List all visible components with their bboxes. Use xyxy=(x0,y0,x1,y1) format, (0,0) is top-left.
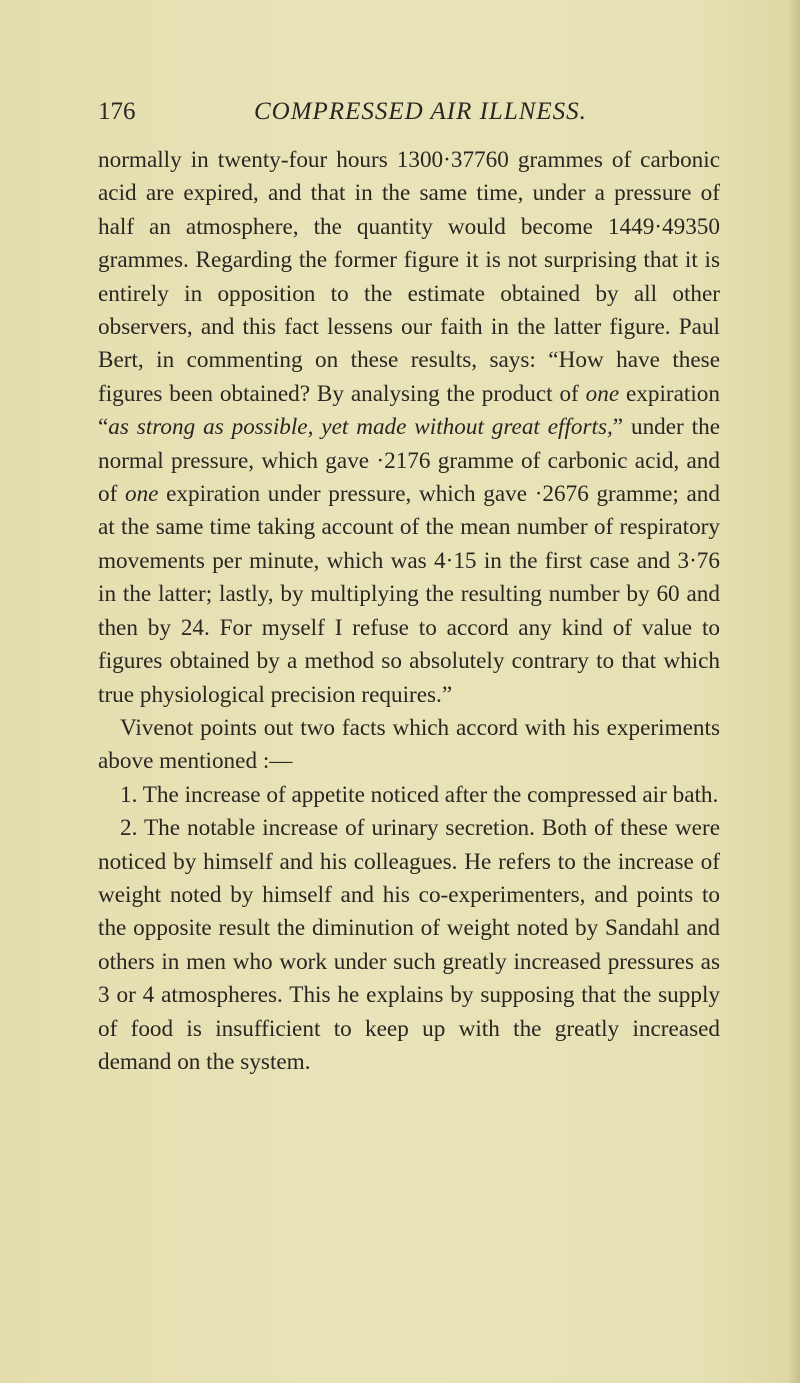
italic-text-run: as strong as possible, yet made without great efforts, xyxy=(108,414,613,441)
list-item-urinary: 2. The notable increase of urinary secretion. Both of these were noticed by himself and his colleagues. He refers to the increase of weight noted by himself and his co-experimenters, and points to the opposite result the diminution of weight noted by Sandahl and others in men who work under such greatly increased pressures as 3 or 4 atmospheres. This he explains by supposing that the supply of food is insufficient to keep up with the greatly increased demand on the system. xyxy=(98,815,720,1075)
text-run: normally in twenty-four hours 1300·37760 grammes of carbonic acid are expired, and that in the same time, under a pressure of half an atmosphere, the quantity would become 1449·49350 grammes. Regarding the former figure it is not surprising that it is entirely in opposition to the estimate obtained by all other observers, and this fact lessens our faith in the latter figure. Paul Bert, in commenting on these results, says: “How have these figures been obtained? By analysing the product of xyxy=(98,147,720,407)
paragraph-vivenot: Vivenot points out two facts which accord with his experiments above mentioned :— xyxy=(98,714,720,775)
text-run: ” under the normal pressure, which gave ·2176 gramme of carbonic acid, and of xyxy=(98,414,720,508)
page-edge-shadow xyxy=(788,0,800,1383)
page-header xyxy=(98,92,718,132)
body-text xyxy=(98,144,720,1079)
italic-text-run: one xyxy=(585,380,620,407)
running-title: COMPRESSED AIR ILLNESS. xyxy=(254,98,587,125)
page-number: 176 xyxy=(98,98,136,125)
text-run: expiration “ xyxy=(98,380,720,441)
paragraph-continuation xyxy=(98,144,720,712)
italic-text-run: one xyxy=(124,481,159,508)
list-item-appetite: 1. The increase of appetite noticed after the compressed air bath. xyxy=(120,781,719,808)
text-run: expiration under pressure, which gave ·2676 gramme; and at the same time taking account of the mean number of respiratory movements per minute, which was 4·15 in the first case and 3·76 in the latter; lastly, by multiplying the resulting number by 60 and then by 24. For myself I refuse to accord any kind of value to figures obtained by a method so absolutely contrary to that which true physiological precision requires.” xyxy=(98,481,720,708)
